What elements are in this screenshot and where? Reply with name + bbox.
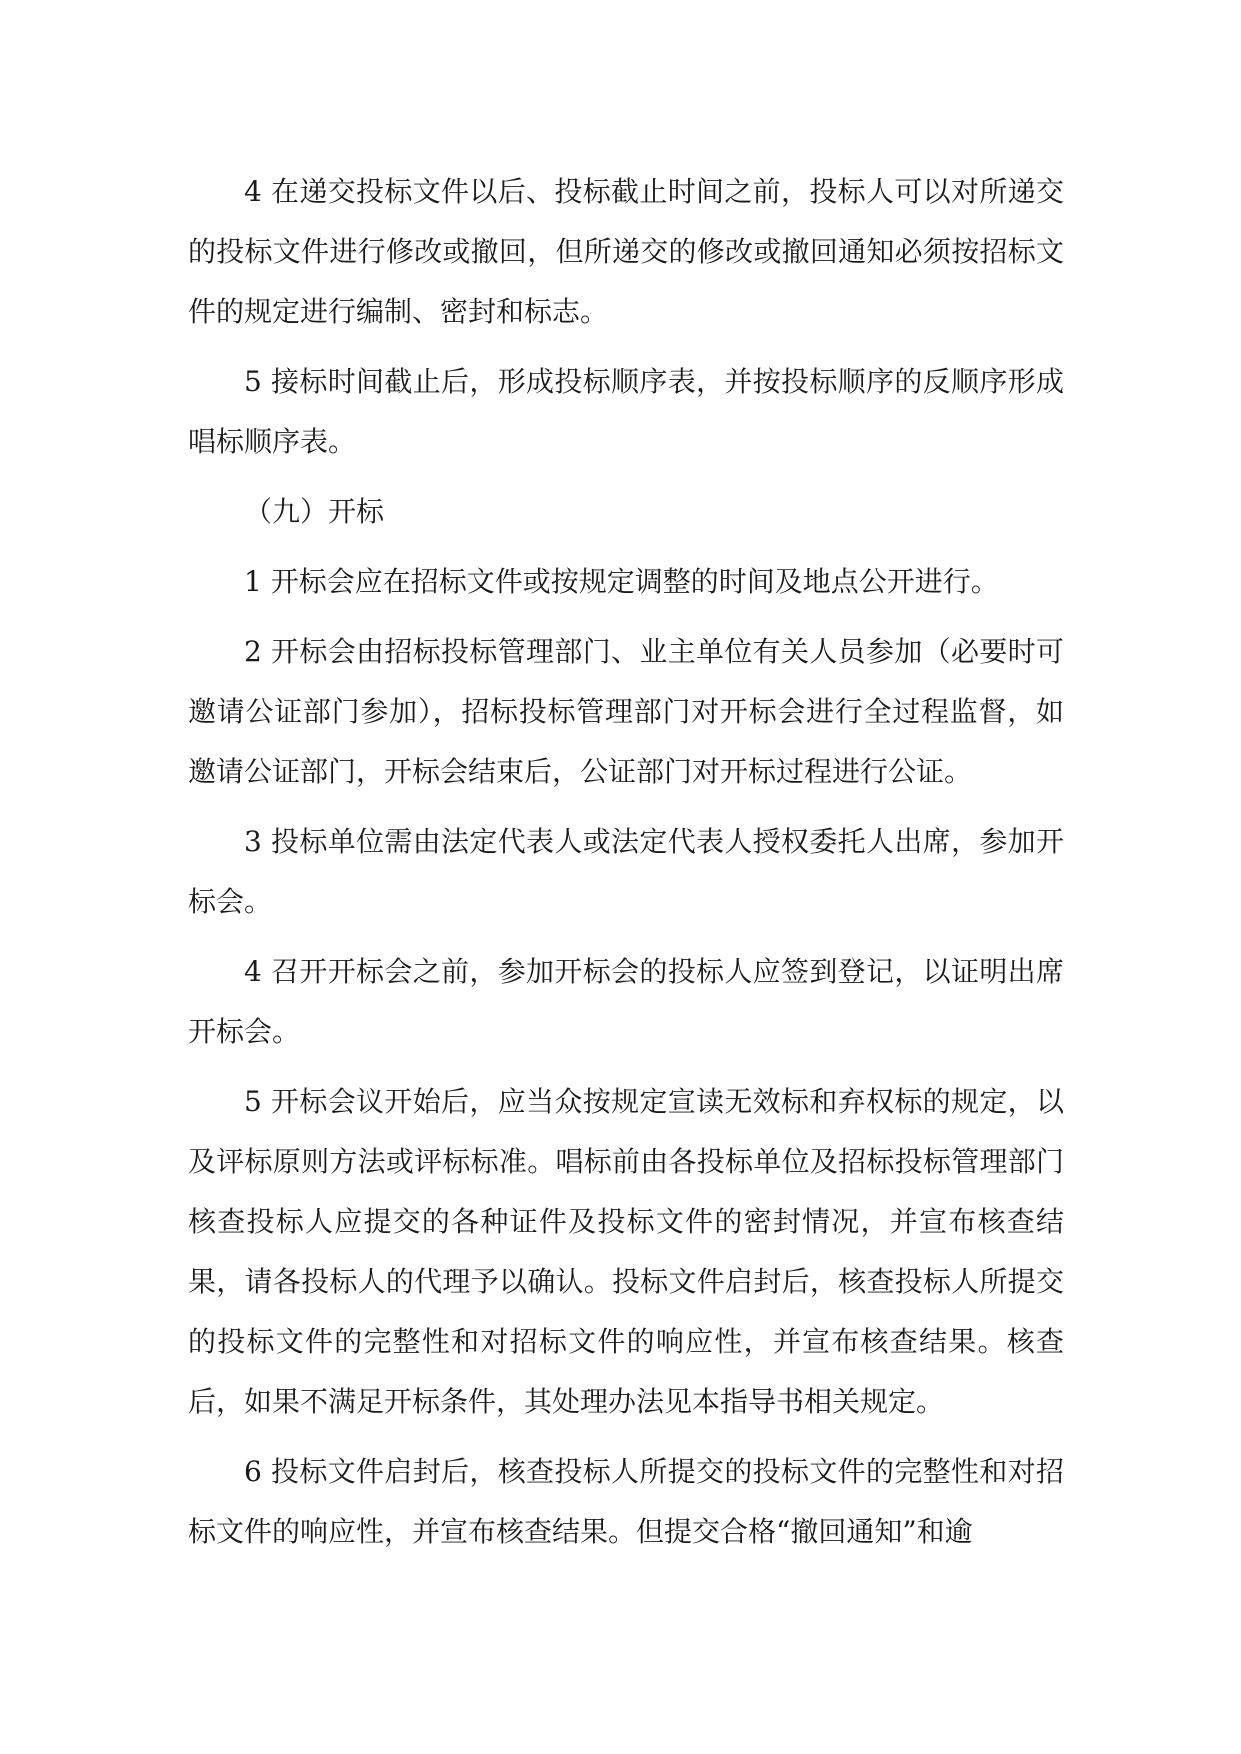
document-body — [188, 162, 1064, 1572]
paragraph-representative: 3 投标单位需由法定代表人或法定代表人授权委托人出席，参加开标会。 — [188, 825, 1064, 918]
paragraph-opening-attendees: 2 开标会由招标投标管理部门、业主单位有关人员参加（必要时可邀请公证部门参加），招标投标管理部门对开标会进行全过程监督，如邀请公证部门，开标会结束后，公证部门对开标过程进行公证。 — [188, 635, 1064, 788]
paragraph-bid-order: 5 接标时间截止后，形成投标顺序表，并按投标顺序的反顺序形成唱标顺序表。 — [188, 365, 1064, 458]
paragraph-opening-procedure: 5 开标会议开始后，应当众按规定宣读无效标和弃权标的规定，以及评标原则方法或评标标准。唱标前由各投标单位及招标投标管理部门核查投标人应提交的各种证件及投标文件的密封情况，并宣布核查结果，请各投标人的代理予以确认。投标文件启封后，核查投标人所提交的投标文件的完整性和对招标文件的响应性，并宣布核查结果。核查后，如果不满足开标条件，其处理办法见本指导书相关规定。 — [188, 1085, 1064, 1418]
paragraph-revision-withdrawal: 4 在递交投标文件以后、投标截止时间之前，投标人可以对所递交的投标文件进行修改或撤回，但所递交的修改或撤回通知必须按招标文件的规定进行编制、密封和标志。 — [188, 175, 1064, 328]
paragraph-opening-public: 1 开标会应在招标文件或按规定调整的时间及地点公开进行。 — [244, 565, 999, 598]
section-heading-bid-opening: （九）开标 — [244, 495, 385, 528]
paragraph-unsealing-check: 6 投标文件启封后，核查投标人所提交的投标文件的完整性和对招标文件的响应性，并宣布核查结果。但提交合格“撤回通知”和逾 — [188, 1455, 1064, 1548]
paragraph-sign-in: 4 召开开标会之前，参加开标会的投标人应签到登记，以证明出席开标会。 — [188, 955, 1064, 1048]
